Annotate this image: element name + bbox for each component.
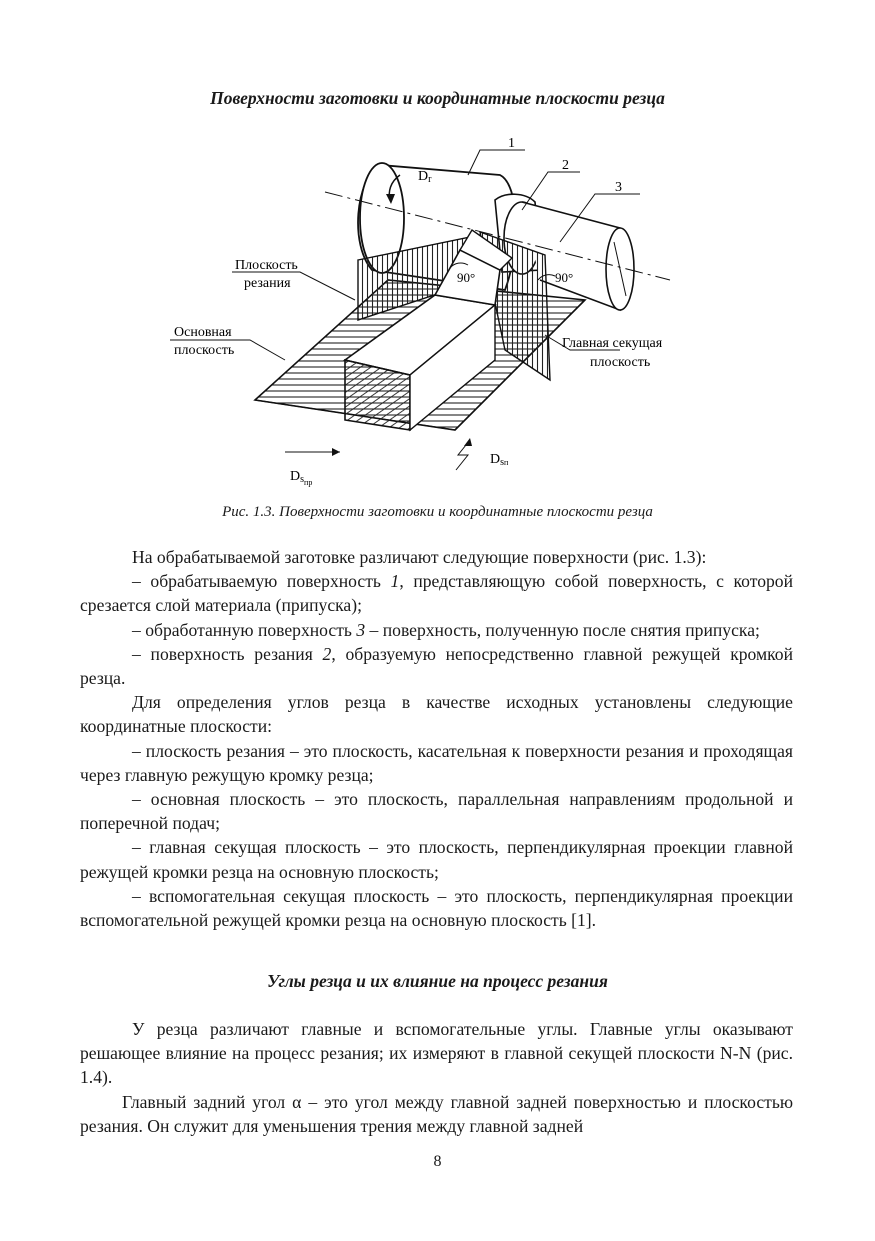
label-main-plane-2: плоскость xyxy=(590,355,651,370)
label-ds-pr: $Ds_{пр}$ xyxy=(290,469,313,487)
label-3: 3 xyxy=(615,180,622,195)
paragraph: – плоскость резания – это плоскость, касательная к поверхности резания и проходящая через главную режущую кромку резца; xyxy=(80,740,793,785)
label-1: 1 xyxy=(508,136,515,151)
label-ds-p: Dsп xyxy=(490,452,509,468)
cutter-planes-figure xyxy=(150,130,720,500)
paragraph: У резца различают главные и вспомогательные углы. Главные углы оказывают решающее влияние на процесс резания; их измеряют в главной секущей плоскости N-N (рис. 1.4). xyxy=(80,1019,793,1088)
section-heading-2: Углы резца и их влияние на процесс резания xyxy=(267,971,608,991)
body-text-2 xyxy=(80,1017,793,1138)
label-main-plane-1: Главная секущая xyxy=(562,336,663,351)
paragraph: На обрабатываемой заготовке различают следующие поверхности (рис. 1.3): xyxy=(132,547,707,567)
page-number: 8 xyxy=(433,1153,442,1170)
paragraph: – вспомогательная секущая плоскость – это плоскость, перпендикулярная проекции вспомогательной режущей кромки резца на основную плоскость [1]. xyxy=(80,885,793,931)
paragraph: Для определения углов резца в качестве исходных установлены следующие координатные плоскости: xyxy=(80,692,793,737)
label-cutting-plane-1: Плоскость xyxy=(235,258,298,273)
label-base-plane-1: Основная xyxy=(174,325,232,340)
label-base-plane-2: плоскость xyxy=(174,343,235,358)
paragraph: – главная секущая плоскость – это плоскость, перпендикулярная проекции главной режущей кромки резца на основную плоскость; xyxy=(80,837,793,882)
paragraph: – поверхность резания 2, образуемую непосредственно главной режущей кромкой резца. xyxy=(80,643,793,689)
label-2: 2 xyxy=(562,158,569,173)
paragraph: – основная плоскость – это плоскость, параллельная направлениям продольной и поперечной подач; xyxy=(80,789,793,834)
section-heading: Поверхности заготовки и координатные плоскости резца xyxy=(210,88,665,108)
label-angle-right: 90° xyxy=(555,270,574,285)
label-angle-left: 90° xyxy=(457,270,476,285)
label-cutting-plane-2: резания xyxy=(244,276,291,291)
paragraph: – обрабатываемую поверхность 1, представляющую собой поверхность, с которой срезается слой материала (припуска); xyxy=(80,571,794,616)
label-dr: Dr xyxy=(418,169,432,185)
paragraph: – обработанную поверхность 3 – поверхность, полученную после снятия припуска; xyxy=(132,619,760,640)
body-text-1 xyxy=(80,545,793,932)
paragraph: Главный задний угол α – это угол между главной задней поверхностью и плоскостью резания. Он служит для уменьшения трения между главной задней xyxy=(80,1091,793,1136)
figure-caption: Рис. 1.3. Поверхности заготовки и координатные плоскости резца xyxy=(222,504,653,520)
